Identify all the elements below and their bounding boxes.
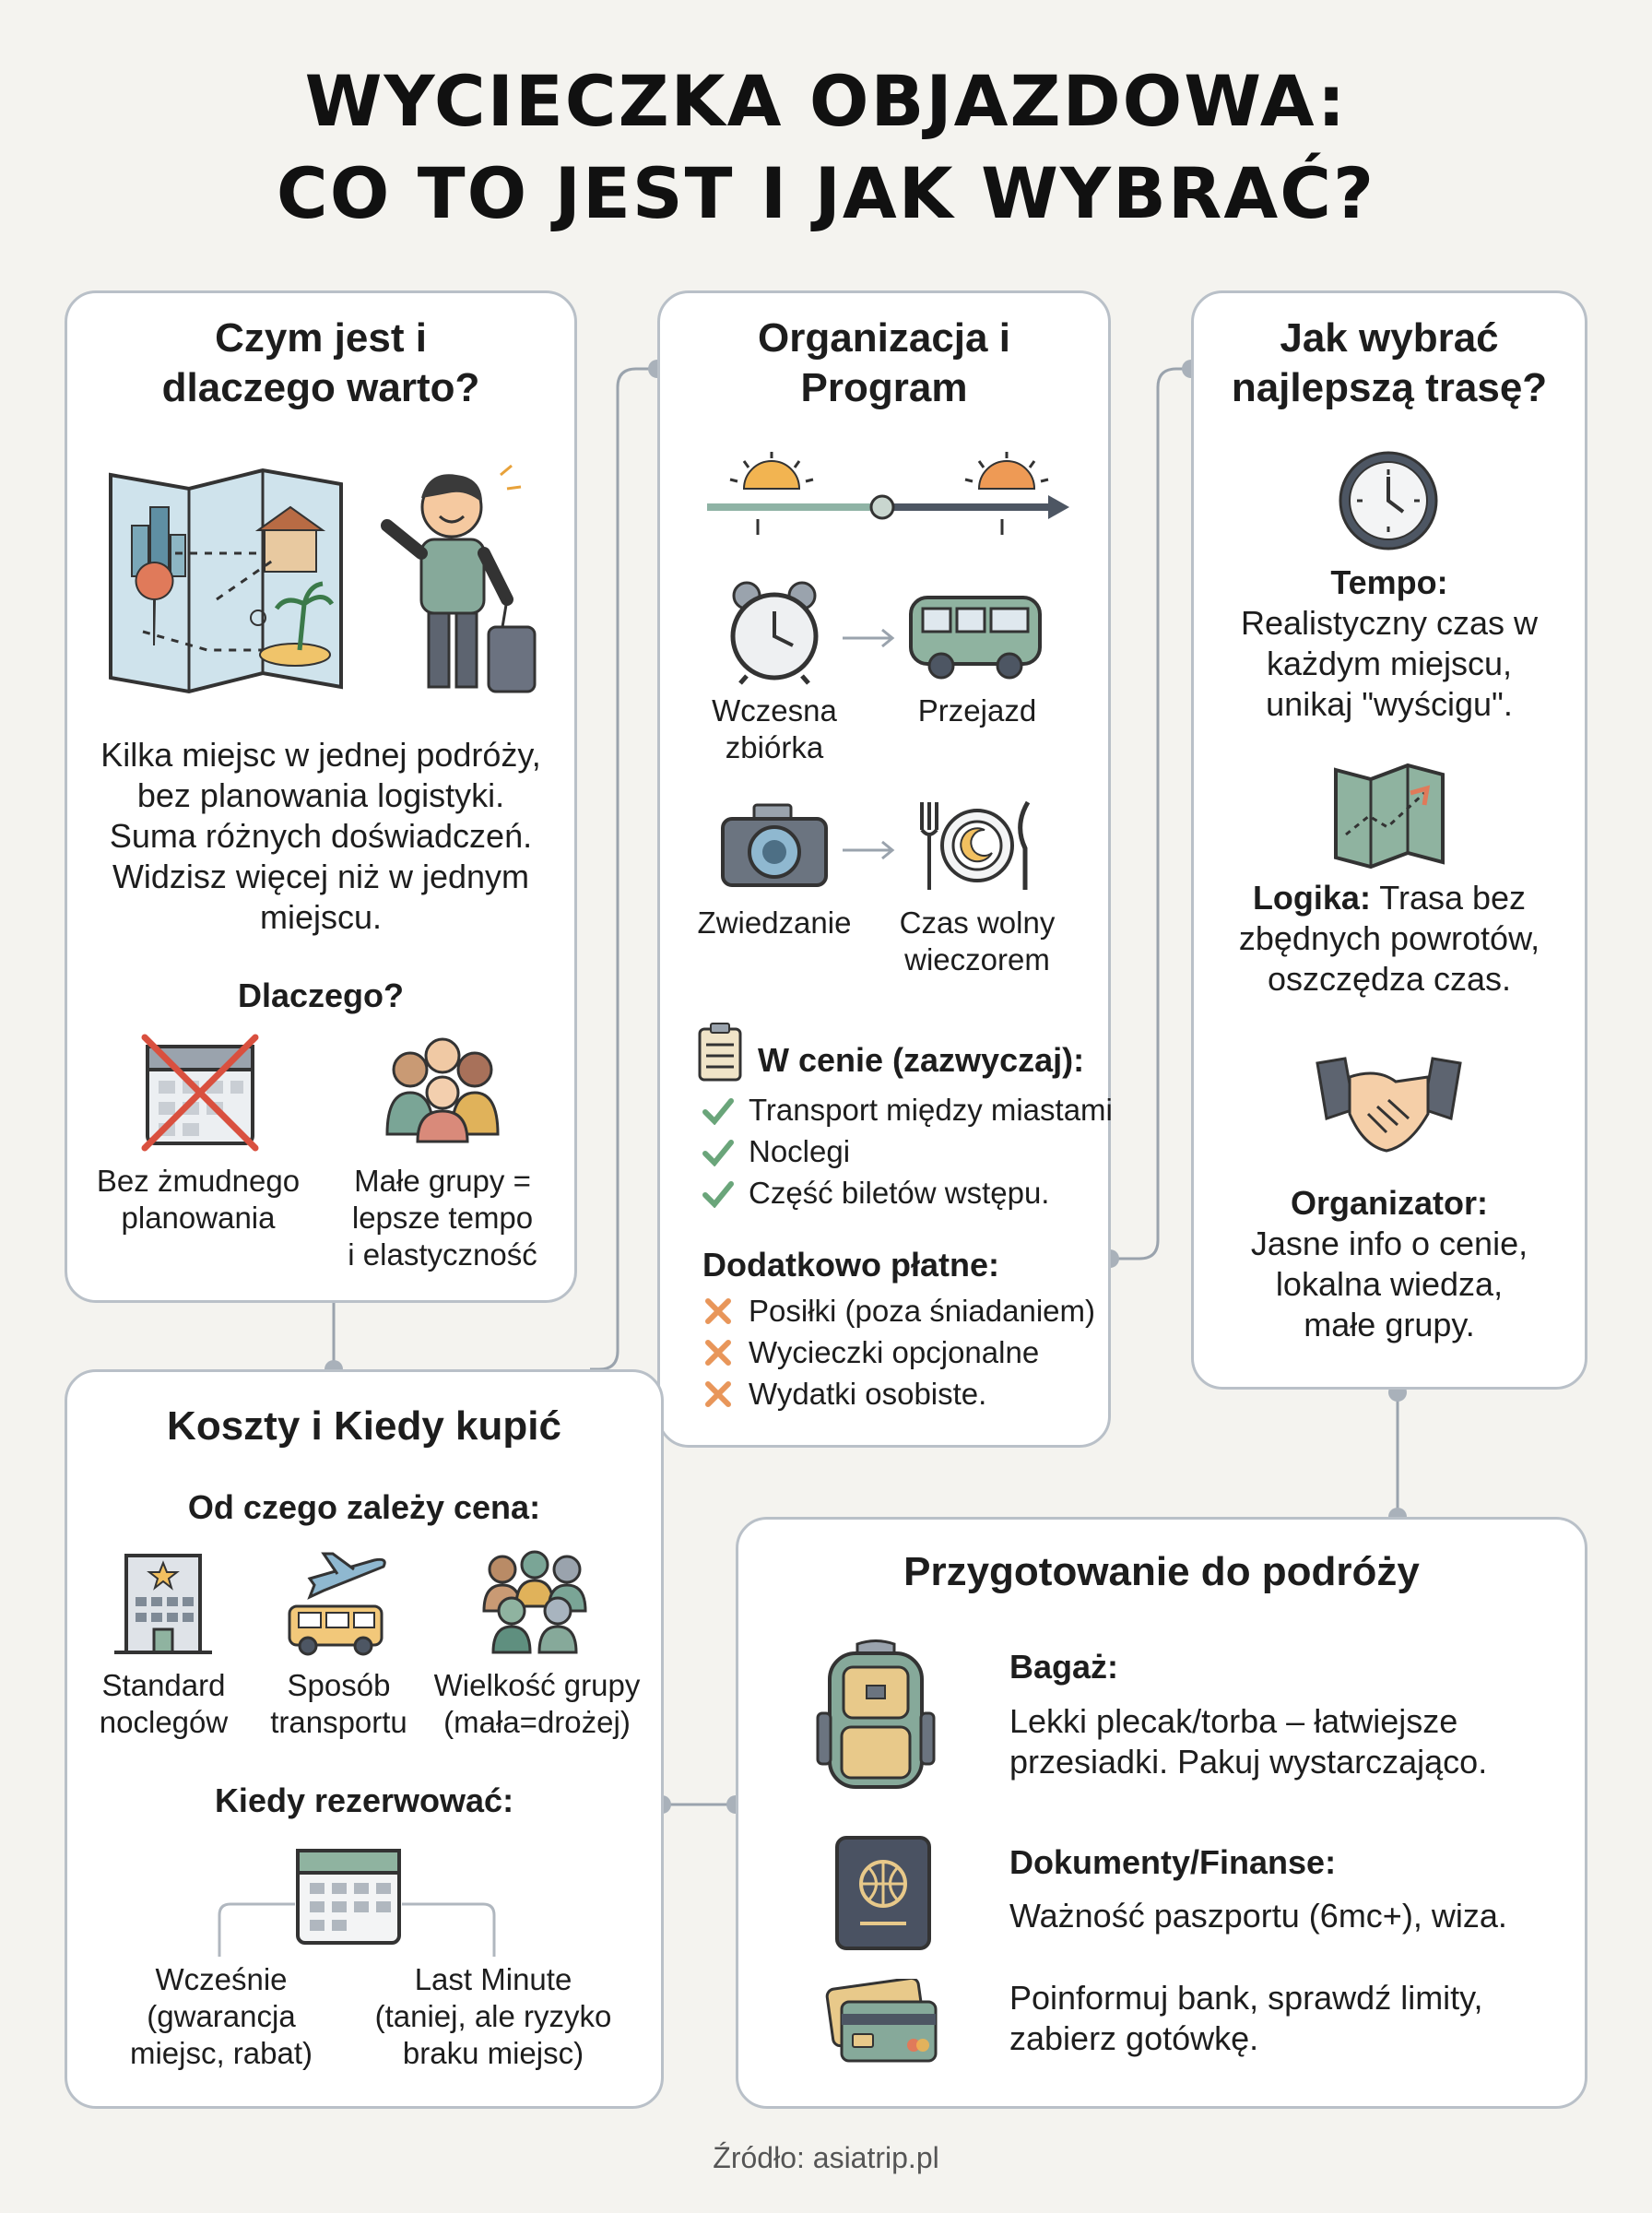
dinner-plate-icon	[913, 798, 1042, 894]
book-last-minute: Last Minute (taniej, ale ryzyko braku miejsc)	[374, 1962, 612, 2070]
why-title: Dlaczego?	[237, 976, 405, 1014]
plane-bus-icon	[282, 1546, 393, 1657]
backpack-icon	[816, 1639, 936, 1792]
extra-item: Posiłki (poza śniadaniem)	[749, 1294, 1096, 1328]
wall-clock-icon	[1337, 449, 1440, 552]
factor-transport: Sposób transportu	[270, 1668, 407, 1739]
traveler-icon	[364, 461, 549, 701]
title-line-2: CO TO JEST I JAK WYBRAĆ?	[276, 152, 1376, 234]
organizer-block: Organizator: Jasne info o cenie, lokalna wiedza, małe grupy.	[1191, 1183, 1587, 1345]
extra-title: Dodatkowo płatne:	[702, 1246, 999, 1284]
included-title: W cenie (zazwyczaj):	[758, 1041, 1085, 1079]
logic-title: Logika:	[1252, 879, 1371, 917]
why-item-groups: Małe grupy = lepsze tempo i elastyczność	[348, 1164, 537, 1272]
docs-title: Dokumenty/Finanse:	[1009, 1843, 1337, 1881]
included-item: Transport między miastami	[749, 1093, 1113, 1127]
step-free-time: Czas wolny wieczorem	[899, 905, 1056, 976]
factor-hotel: Standard noclegów	[99, 1668, 229, 1739]
crowd-icon	[470, 1546, 599, 1657]
included-item: Część biletów wstępu.	[749, 1176, 1050, 1210]
bus-icon	[906, 590, 1044, 682]
card1-heading: Czym jest i dlaczego warto?	[161, 315, 480, 410]
hotel-icon	[112, 1546, 214, 1657]
organizer-title: Organizator:	[1290, 1184, 1488, 1222]
docs-text: Ważność paszportu (6mc+), wiza.	[1009, 1897, 1507, 1935]
crossed-calendar-icon	[140, 1033, 260, 1153]
day-timeline-icon	[702, 447, 1071, 539]
bag-text: Lekki plecak/torba – łatwiejsze przesiadki. Pakuj wystarczająco.	[1009, 1702, 1488, 1781]
included-item: Noclegi	[749, 1134, 851, 1168]
why-item-planning: Bez żmudnego planowania	[96, 1164, 301, 1235]
passport-icon	[832, 1833, 934, 1953]
title-line-1: WYCIECZKA OBJAZDOWA:	[304, 60, 1348, 142]
camera-icon	[719, 802, 830, 890]
check-icon	[702, 1097, 734, 1125]
cross-icon	[704, 1380, 732, 1408]
handshake-icon	[1313, 1049, 1465, 1165]
credit-cards-icon	[825, 1979, 940, 2066]
source-footer: Źródło: asiatrip.pl	[713, 2141, 939, 2174]
book-title: Kiedy rezerwować:	[214, 1781, 514, 1819]
step-transfer: Przejazd	[917, 693, 1037, 728]
arrow-right-icon	[841, 627, 896, 649]
card1-description: Kilka miejsc w jednej podróży, bez planowania logistyki. Suma różnych doświadczeń. Widzisz więcej niż w jednym miejscu.	[100, 736, 541, 936]
logic-block: Logika: Trasa bez zbędnych powrotów, oszczędza czas.	[1238, 879, 1540, 998]
route-map-icon	[1332, 761, 1446, 871]
check-icon	[702, 1180, 734, 1208]
bank-text: Poinformuj bank, sprawdź limity, zabierz gotówkę.	[1009, 1979, 1483, 2057]
card4-heading: Koszty i Kiedy kupić	[167, 1403, 561, 1449]
card5-heading: Przygotowanie do podróży	[903, 1549, 1420, 1594]
card2-heading: Organizacja i Program	[758, 315, 1010, 410]
booking-calendar-icon	[155, 1846, 542, 1966]
factor-group-size: Wielkość grupy (mała=drożej)	[433, 1668, 641, 1739]
tempo-title: Tempo:	[1330, 563, 1448, 601]
check-icon	[702, 1139, 734, 1166]
group-icon	[373, 1033, 512, 1143]
cross-icon	[704, 1297, 732, 1325]
card3-heading: Jak wybrać najlepszą trasę?	[1231, 315, 1548, 410]
arrow-right-icon-2	[841, 839, 896, 861]
book-early: Wcześnie (gwarancja miejsc, rabat)	[129, 1962, 313, 2070]
travel-map-icon	[106, 466, 346, 696]
bag-title: Bagaż:	[1009, 1648, 1119, 1686]
step-early-gathering: Wczesna zbiórka	[712, 693, 837, 764]
extra-item: Wycieczki opcjonalne	[749, 1335, 1040, 1369]
price-title: Od czego zależy cena:	[187, 1488, 541, 1526]
alarm-clock-icon	[724, 579, 825, 685]
checklist-icon	[697, 1022, 743, 1083]
extra-item: Wydatki osobiste.	[749, 1377, 987, 1411]
cross-icon	[704, 1339, 732, 1367]
tempo-block: Tempo: Realistyczny czas w każdym miejscu, unikaj "wyścigu".	[1191, 562, 1587, 725]
step-sightseeing: Zwiedzanie	[697, 905, 852, 940]
